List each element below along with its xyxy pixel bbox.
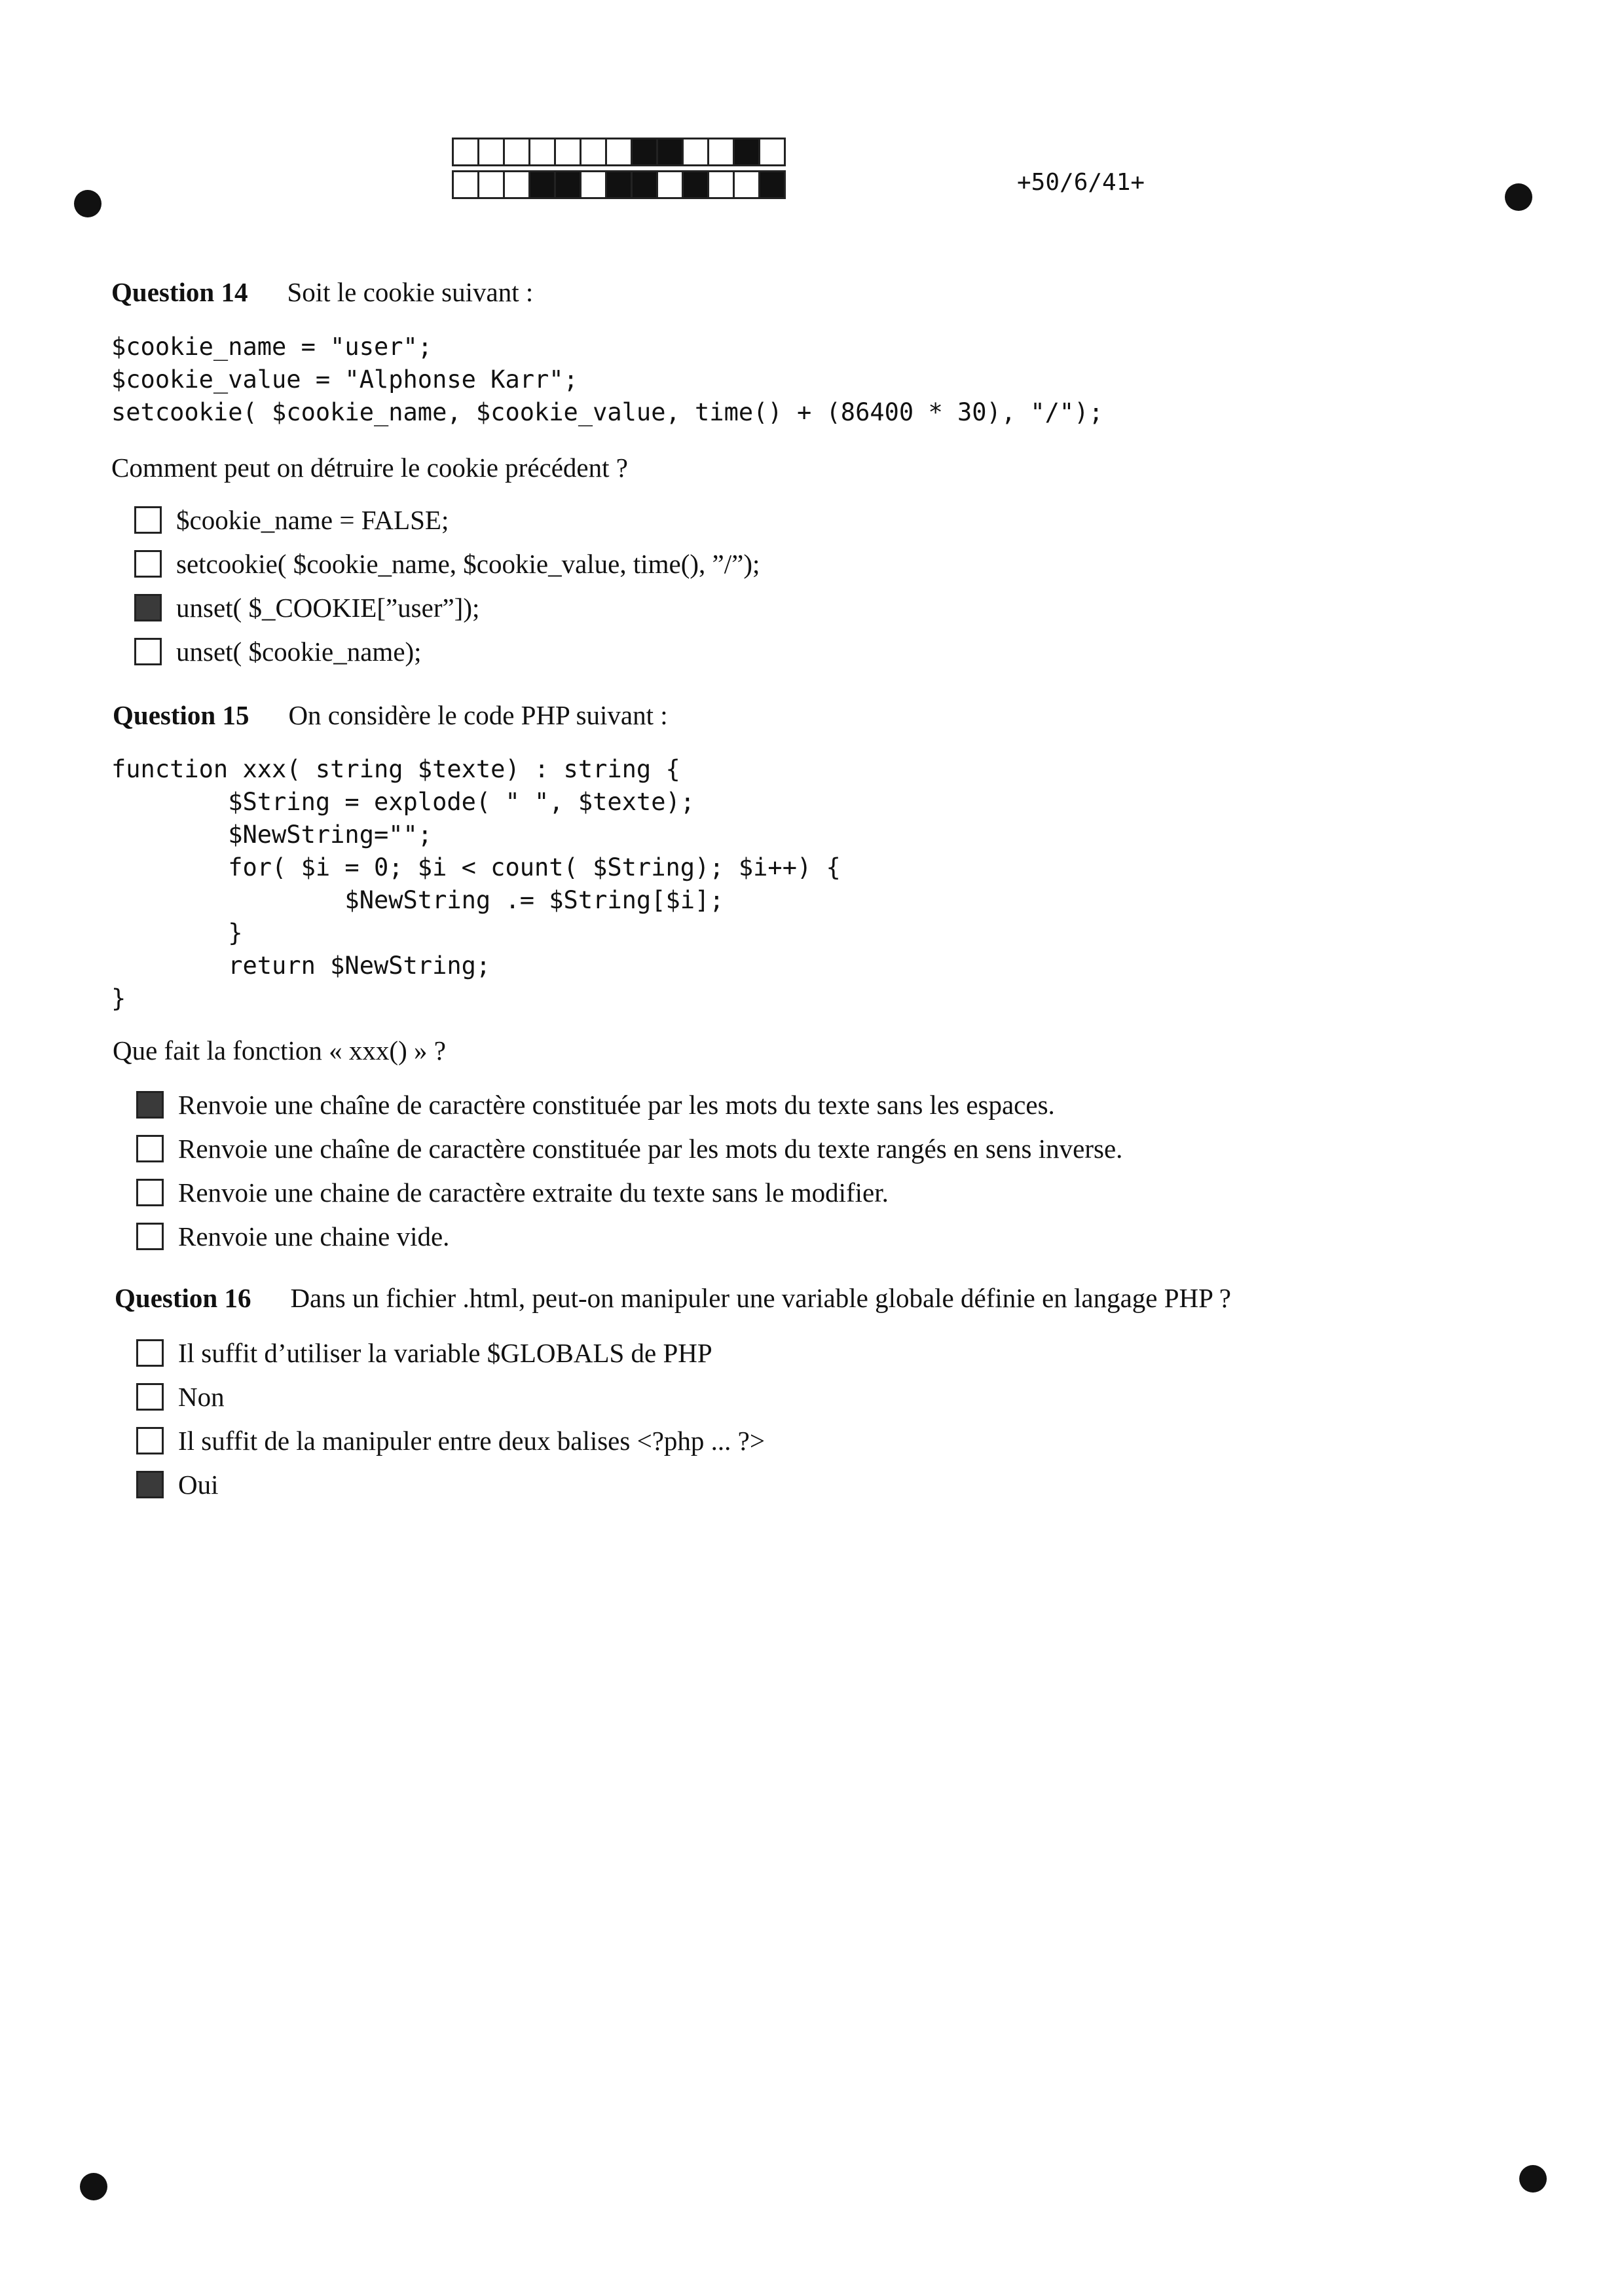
checkbox[interactable] [136,1339,164,1367]
choice-text: setcookie( $cookie_name, $cookie_value, time(), ”/”); [176,548,760,579]
choice-item [134,629,760,673]
checkbox[interactable] [136,1135,164,1162]
barcode-cell [707,138,735,166]
registration-dot-bottom-left [80,2173,107,2200]
question-15-code: function xxx( string $texte) : string { $String = explode( " ", $texte); $NewString=""; for( $i = 0; $i < count( $String); $i++) { $NewString .= $String[$i]; } return $NewString; } [111,755,841,1012]
question-16-choices [136,1331,765,1506]
barcode-cell [605,138,633,166]
choice-item [134,542,760,585]
choice-text: unset( $_COOKIE[”user”]); [176,592,480,623]
barcode-cell [452,138,479,166]
checkbox[interactable] [136,1427,164,1454]
checkbox[interactable] [136,1383,164,1411]
checkbox[interactable] [136,1179,164,1206]
question-15-heading [113,699,668,731]
choice-text: Renvoie une chaine vide. [178,1221,450,1251]
barcode-cell [452,170,479,199]
checkbox[interactable] [136,1091,164,1119]
question-15-choices [136,1083,1122,1258]
question-16-heading [115,1282,1231,1314]
registration-dot-top-right [1505,183,1532,211]
barcode-cell [580,138,607,166]
choice-item [134,585,760,629]
barcode-cell [631,170,658,199]
choice-text: $cookie_name = FALSE; [176,504,449,535]
barcode-cell [554,170,581,199]
checkbox[interactable] [134,594,162,621]
question-text: Dans un fichier .html, peut-on manipuler une variable globale définie en langage PHP ? [290,1283,1231,1313]
barcode-cell [580,170,607,199]
choice-item [136,1126,1122,1170]
question-text: Soit le cookie suivant : [287,277,534,307]
barcode-cell [477,170,505,199]
barcode-cell [656,170,684,199]
choice-item [134,498,760,542]
checkbox[interactable] [136,1471,164,1498]
choice-text: Il suffit d’utiliser la variable $GLOBALS de PHP [178,1337,712,1368]
barcode-row-2 [452,170,784,199]
barcode-cell [528,170,556,199]
registration-dot-top-left [74,190,101,217]
choice-item [136,1170,1122,1214]
question-14-code: $cookie_name = "user"; $cookie_value = "Alphonse Karr"; setcookie( $cookie_name, $cookie_value, time() + (86400 * 30), "/"); [111,333,1103,426]
choice-text: Renvoie une chaîne de caractère constituée par les mots du texte rangés en sens inverse. [178,1133,1123,1164]
barcode-cell [682,138,709,166]
barcode-cell [733,170,760,199]
choice-item [136,1083,1122,1126]
question-label: Question 15 [113,700,249,730]
choice-text: Renvoie une chaine de caractère extraite du texte sans le modifier. [178,1177,889,1208]
checkbox[interactable] [136,1223,164,1250]
question-14-heading [111,276,533,308]
choice-text: Il suffit de la manipuler entre deux balises <?php ... ?> [178,1425,765,1456]
barcode-cell [528,138,556,166]
choice-item [136,1214,1122,1258]
registration-dot-bottom-right [1519,2165,1547,2193]
question-text: On considère le code PHP suivant : [288,700,668,730]
page-id: +50/6/41+ [1017,169,1145,196]
checkbox[interactable] [134,506,162,534]
choice-text: unset( $cookie_name); [176,636,422,667]
barcode-cell [554,138,581,166]
choice-item [136,1375,765,1418]
checkbox[interactable] [134,638,162,665]
choice-text: Renvoie une chaîne de caractère constituée par les mots du texte sans les espaces. [178,1089,1055,1120]
barcode-cell [707,170,735,199]
choice-item [136,1418,765,1462]
choice-item [136,1331,765,1375]
choice-text: Oui [178,1469,219,1500]
question-label: Question 14 [111,277,248,307]
barcode-cell [656,138,684,166]
question-label: Question 16 [115,1283,251,1313]
choice-text: Non [178,1381,225,1412]
barcode-row-1 [452,138,784,166]
question-14-prompt: Comment peut on détruire le cookie précédent ? [111,453,628,483]
barcode-cell [682,170,709,199]
barcode-cell [631,138,658,166]
barcode-cell [503,170,530,199]
question-15-prompt: Que fait la fonction « xxx() » ? [113,1035,446,1065]
checkbox[interactable] [134,550,162,578]
question-14-choices [134,498,760,673]
barcode-cell [733,138,760,166]
barcode-cell [758,170,786,199]
barcode-cell [503,138,530,166]
choice-item [136,1462,765,1506]
barcode-cell [758,138,786,166]
barcode-cell [605,170,633,199]
barcode-cell [477,138,505,166]
